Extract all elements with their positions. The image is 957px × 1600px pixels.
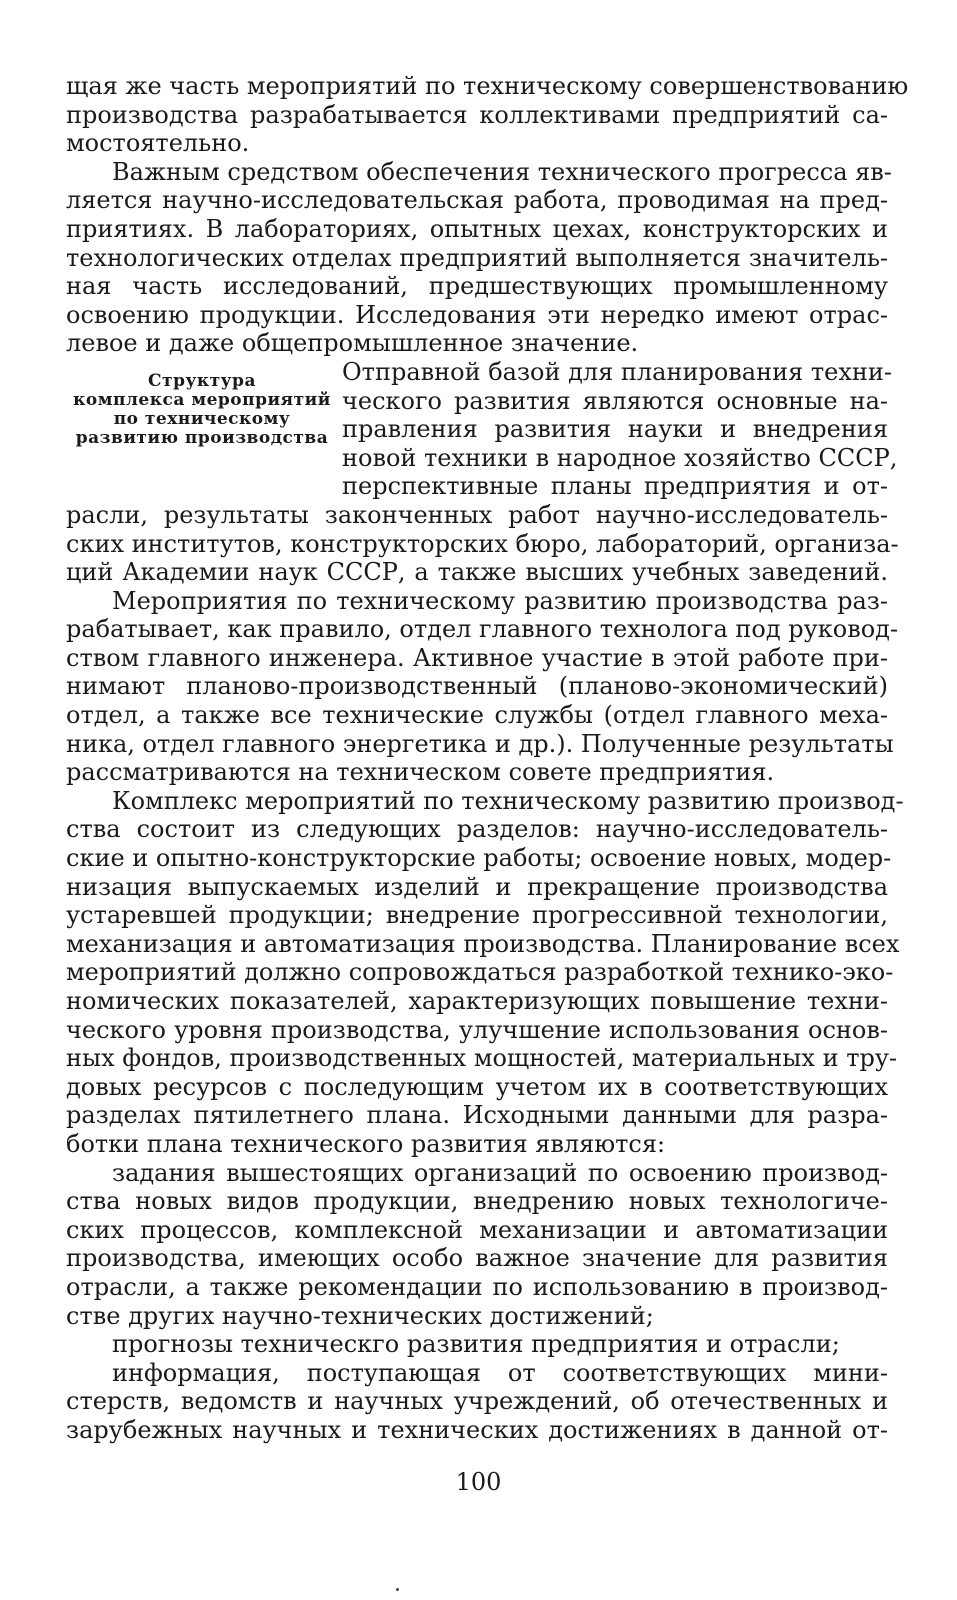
text-line: механизация и автоматизация производства. Планирование всех <box>66 929 900 958</box>
margin-heading-line: по техническому <box>113 408 291 429</box>
text-line: устаревшей продукции; внедрение прогрессивной технологии, <box>66 901 888 930</box>
text-line: освоению продукции. Исследования эти нередко имеют отрас- <box>66 300 888 329</box>
text-line: стерств, ведомств и научных учреждений, об отечественных и <box>66 1387 888 1416</box>
text-line: ских институтов, конструкторских бюро, лабораторий, организа- <box>66 529 899 558</box>
margin-heading-line: развитию производства <box>75 427 329 448</box>
sidenote-block <box>66 357 898 501</box>
text-line: ботки плана технического развития являются: <box>66 1129 666 1158</box>
text-line: отдел, а также все технические службы (отдел главного меха- <box>66 701 888 730</box>
text-line: ляется научно-исследовательская работа, проводимая на пред- <box>66 186 888 215</box>
text-line: разделах пятилетнего плана. Исходными данными для разра- <box>66 1101 888 1130</box>
text-line: ские и опытно-конструкторские работы; освоение новых, модер- <box>66 844 892 873</box>
margin-heading-line: Структура <box>148 370 256 391</box>
text-line: номических показателей, характеризующих повышение техни- <box>66 987 888 1015</box>
text-line: производства разрабатывается коллективами предприятий са- <box>66 100 888 129</box>
text-line: технологических отделах предприятий выполняется значитель- <box>66 243 888 272</box>
text-line: ческого развития являются основные на- <box>342 386 888 415</box>
text-line: низация выпускаемых изделий и прекращение производства <box>66 872 888 901</box>
text-line: ских процессов, комплексной механизации и автоматизации <box>66 1215 888 1244</box>
text-line: расли, результаты законченных работ научно-исследователь- <box>66 500 888 529</box>
page-body <box>66 72 909 1445</box>
text-line: производства, имеющих особо важное значение для развития <box>66 1244 888 1273</box>
text-line: ческого уровня производства, улучшение использования основ- <box>66 1015 888 1044</box>
page-number: 100 <box>455 1468 502 1496</box>
text-line: рабатывает, как правило, отдел главного технолога под руковод- <box>66 615 899 644</box>
text-line: стве других научно-технических достижений; <box>66 1301 654 1330</box>
margin-heading-line: комплекса мероприятий <box>73 389 331 410</box>
text-line: мостоятельно. <box>66 129 250 158</box>
text-line: перспективные планы предприятия и от- <box>342 472 888 501</box>
text-line: левое и даже общепромышленное значение. <box>66 329 639 358</box>
text-line: рассматриваются на техническом совете предприятия. <box>66 758 775 787</box>
text-line: Отправной базой для планирования техни- <box>342 357 892 386</box>
text-line: ства новых видов продукции, внедрению новых технологиче- <box>66 1187 888 1216</box>
text-line: ства состоит из следующих разделов: научно-исследователь- <box>66 815 888 844</box>
text-line: новой техники в народное хозяйство СССР, <box>342 443 898 472</box>
text-line: правления развития науки и внедрения <box>342 415 888 444</box>
text-line: Комплекс мероприятий по техническому развитию производ- <box>112 786 904 815</box>
text-line: ных фондов, производственных мощностей, материальных и тру- <box>66 1044 898 1073</box>
text-line: зарубежных научных и технических достижениях в данной от- <box>66 1415 888 1444</box>
text-line: прогнозы техническго развития предприятия и отрасли; <box>112 1330 840 1359</box>
text-line: щая же часть мероприятий по техническому совершенствованию <box>66 72 909 100</box>
text-line: информация, поступающая от соответствующих мини- <box>112 1358 888 1387</box>
text-line: нимают планово-производственный (планово-экономический) <box>66 672 888 701</box>
text-line: Важным средством обеспечения технического прогресса яв- <box>112 157 892 186</box>
text-line: отрасли, а также рекомендации по использованию в производ- <box>66 1272 888 1301</box>
text-line: задания вышестоящих организаций по освоению производ- <box>112 1158 888 1187</box>
text-line: Мероприятия по техническому развитию производства раз- <box>112 586 888 615</box>
text-line: ций Академии наук СССР, а также высших учебных заведений. <box>66 558 888 587</box>
text-line: приятиях. В лабораториях, опытных цехах, конструкторских и <box>66 214 888 243</box>
text-line: довых ресурсов с последующим учетом их в соответствующих <box>66 1072 888 1101</box>
text-line: мероприятий должно сопровождаться разработкой технико-эко- <box>66 958 894 987</box>
margin-heading <box>66 372 338 448</box>
print-speck <box>396 1588 399 1591</box>
text-line: ника, отдел главного энергетика и др.). Полученные результаты <box>66 729 894 758</box>
text-line: ством главного инженера. Активное участие в этой работе при- <box>66 643 888 672</box>
text-line: ная часть исследований, предшествующих промышленному <box>66 272 888 301</box>
